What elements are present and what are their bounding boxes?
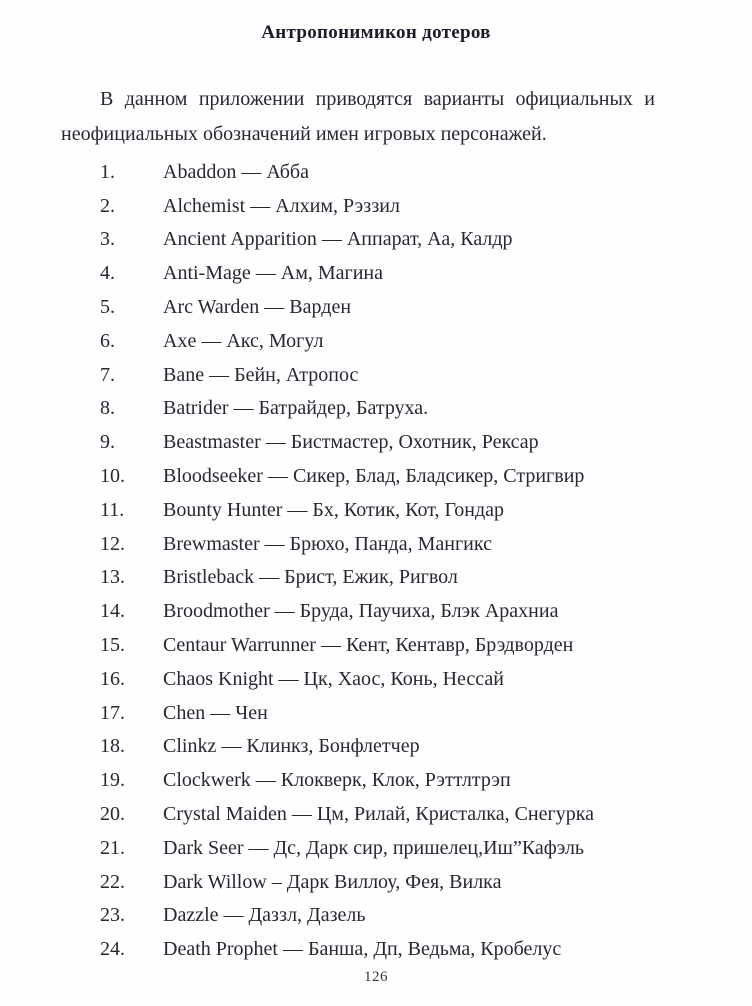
list-item-text: Death Prophet — Банша, Дп, Ведьма, Кробелус: [163, 938, 562, 961]
list-item: [0, 493, 752, 527]
list-item: [0, 764, 752, 798]
list-item-text: Beastmaster — Бистмастер, Охотник, Рексар: [163, 431, 539, 454]
list-item-text: Abaddon — Абба: [163, 160, 309, 183]
list-item-text: Anti-Mage — Ам, Магина: [163, 262, 383, 285]
list-item: [0, 595, 752, 629]
list-item: [0, 798, 752, 832]
intro-paragraph-line: В данном приложении приводятся варианты официальных и: [100, 88, 655, 110]
list-item-text: Alchemist — Алхим, Рэззил: [163, 194, 400, 217]
list-item-number: 1.: [100, 160, 115, 183]
list-item-text: Centaur Warrunner — Кент, Кентавр, Брэдворден: [163, 633, 574, 656]
list-item-number: 22.: [100, 870, 125, 893]
list-item: [0, 831, 752, 865]
list-item-number: 23.: [100, 904, 125, 927]
list-item-number: 19.: [100, 769, 125, 792]
list-item-text: Dark Willow – Дарк Виллоу, Фея, Вилка: [163, 870, 502, 893]
hero-name-list: [0, 155, 752, 966]
list-item-number: 20.: [100, 802, 125, 825]
list-item-number: 18.: [100, 735, 125, 758]
list-item: [0, 426, 752, 460]
list-item-number: 16.: [100, 667, 125, 690]
list-item-text: Axe — Акс, Могул: [163, 329, 324, 352]
list-item-number: 9.: [100, 431, 115, 454]
list-item-number: 11.: [100, 498, 125, 521]
list-item: [0, 257, 752, 291]
list-item: [0, 324, 752, 358]
list-item: [0, 358, 752, 392]
list-item: [0, 696, 752, 730]
list-item-number: 15.: [100, 633, 125, 656]
intro-paragraph-line: неофициальных обозначений имен игровых персонажей.: [61, 123, 547, 146]
list-item: [0, 629, 752, 663]
list-item: [0, 291, 752, 325]
list-item-text: Clinkz — Клинкз, Бонфлетчер: [163, 735, 420, 758]
page-number: 126: [364, 968, 388, 985]
list-item: [0, 730, 752, 764]
list-item-text: Bristleback — Брист, Ежик, Ригвол: [163, 566, 458, 589]
list-item: [0, 527, 752, 561]
list-item-text: Chaos Knight — Цк, Хаос, Конь, Нессай: [163, 667, 504, 690]
list-item: [0, 899, 752, 933]
list-item: [0, 561, 752, 595]
list-item-number: 7.: [100, 363, 115, 386]
list-item-text: Dark Seer — Дс, Дарк сир, пришелец,Иш”Кафэль: [163, 836, 585, 859]
intro-paragraph: [61, 82, 655, 152]
list-item: [0, 392, 752, 426]
list-item-text: Broodmother — Бруда, Паучиха, Блэк Арахниа: [163, 600, 559, 623]
list-item-number: 10.: [100, 464, 125, 487]
list-item-text: Bloodseeker — Сикер, Блад, Бладсикер, Стригвир: [163, 464, 585, 487]
list-item-text: Bane — Бейн, Атропос: [163, 363, 359, 386]
list-item-number: 13.: [100, 566, 125, 589]
list-item: [0, 933, 752, 967]
list-item-text: Clockwerk — Клокверк, Клок, Рэттлтрэп: [163, 769, 511, 792]
list-item: [0, 155, 752, 189]
list-item-text: Crystal Maiden — Цм, Рилай, Кристалка, Снегурка: [163, 802, 594, 825]
list-item-text: Batrider — Батрайдер, Батруха.: [163, 397, 429, 420]
list-item-number: 24.: [100, 938, 125, 961]
page-title: Антропонимикон дотеров: [261, 22, 491, 43]
list-item-number: 3.: [100, 228, 115, 251]
list-item: [0, 223, 752, 257]
list-item-text: Bounty Hunter — Бх, Котик, Кот, Гондар: [163, 498, 505, 521]
list-item-number: 6.: [100, 329, 115, 352]
list-item: [0, 662, 752, 696]
list-item-text: Brewmaster — Брюхо, Панда, Мангикс: [163, 532, 492, 555]
list-item: [0, 460, 752, 494]
list-item-number: 12.: [100, 532, 125, 555]
list-item-text: Dazzle — Даззл, Дазель: [163, 904, 366, 927]
list-item-number: 17.: [100, 701, 125, 724]
list-item: [0, 865, 752, 899]
list-item-number: 4.: [100, 262, 115, 285]
list-item-number: 8.: [100, 397, 115, 420]
list-item-text: Ancient Apparition — Аппарат, Аа, Калдр: [163, 228, 513, 251]
list-item-number: 5.: [100, 295, 115, 318]
list-item: [0, 189, 752, 223]
list-item-text: Chen — Чен: [163, 701, 268, 724]
list-item-number: 14.: [100, 600, 125, 623]
list-item-number: 2.: [100, 194, 115, 217]
list-item-number: 21.: [100, 836, 125, 859]
list-item-text: Arc Warden — Варден: [163, 295, 352, 318]
